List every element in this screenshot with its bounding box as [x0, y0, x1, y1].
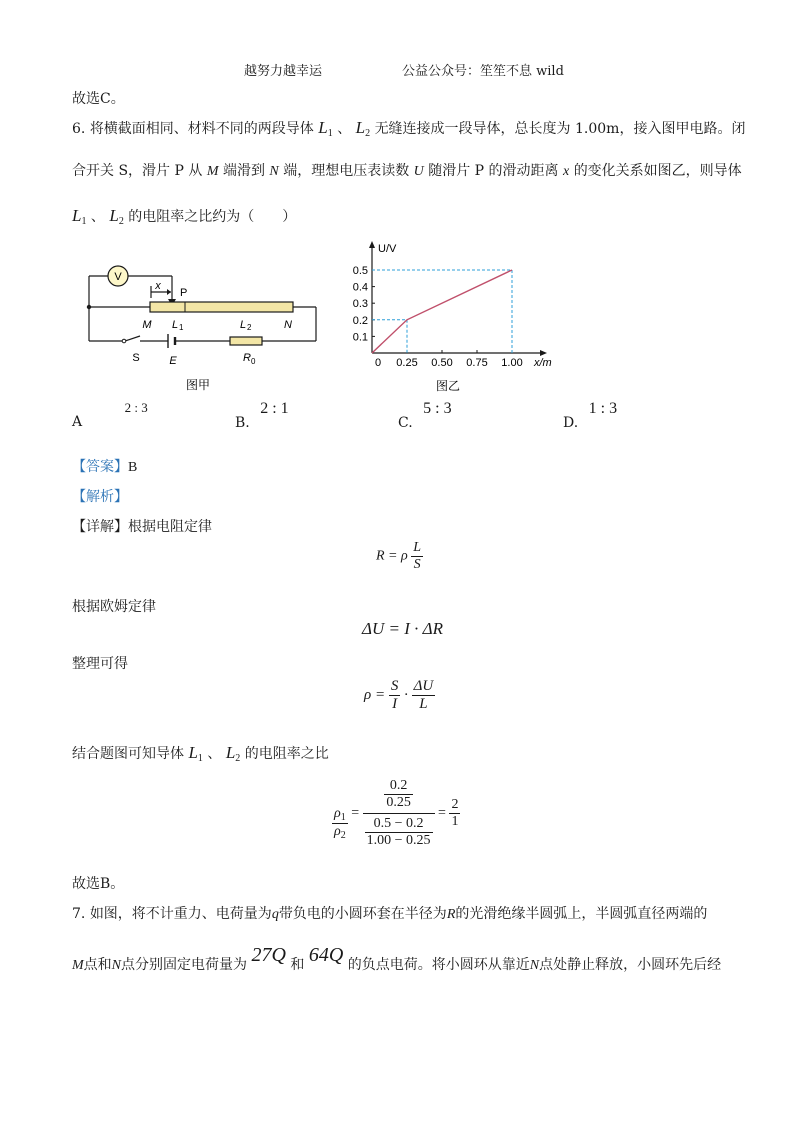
q7-line2: M点和N点分别固定电荷量为 27Q 和 64Q 的负点电荷。将小圆环从靠近N点处静止释放，小圆环先后经 — [72, 944, 722, 973]
q7-line1: 7. 如图，将不计重力、电荷量为q带负电的小圆环套在半径为R的光滑绝缘半圆弧上，半圆弧直径两端的 — [72, 906, 708, 922]
svg-text:S: S — [132, 352, 140, 364]
formula-resistivity: ρ = $\frac{S}{I}$ · $\frac{\Delta U}{L}$ — [364, 678, 434, 712]
x-tick-label: 0.50 — [431, 357, 453, 369]
y-tick-label: 0.1 — [352, 331, 368, 344]
prev-conclusion: 故选C。 — [72, 91, 125, 107]
svg-text:V: V — [114, 271, 122, 283]
svg-text:M: M — [142, 319, 152, 331]
circuit-diagram — [80, 258, 330, 398]
detail-text2: 根据欧姆定律 — [72, 599, 156, 615]
formula-resistance-law: R = ρ $\frac{L}{S}$ — [376, 540, 422, 572]
option-d[interactable]: D. 1 : 3 — [563, 400, 618, 431]
svg-text:图甲: 图甲 — [185, 378, 211, 392]
svg-text:L: L — [172, 319, 179, 331]
origin-label: 0 — [375, 357, 382, 369]
conductor-bar — [150, 302, 293, 312]
svg-text:x: x — [155, 280, 161, 292]
q6-line1: 6. 将横截面相同、材料不同的两段导体 $L_1$ 、 $L_2$ 无缝连接成一段导体，总长度为 1.00m，接入图甲电路。闭 — [72, 118, 746, 139]
option-b[interactable]: B. 2 : 1 — [235, 400, 289, 431]
u-x-chart — [340, 238, 570, 398]
header-left: 越努力越幸运 — [244, 64, 323, 79]
header-right: 公益公众号：笙笙不息 wild — [402, 64, 564, 79]
option-c[interactable]: C. 5 : 3 — [398, 400, 452, 431]
y-tick-label: 0.5 — [352, 265, 368, 277]
detail-text4: 结合题图可知导体 $L_1$ 、 $L_2$ 的电阻率之比 — [72, 743, 329, 764]
y-tick-label: 0.3 — [352, 298, 368, 311]
answer: 【答案】B — [72, 459, 138, 475]
detail-line: 【详解】根据电阻定律 — [72, 519, 212, 535]
svg-text:E: E — [169, 355, 177, 367]
y-tick-label: 0.4 — [352, 281, 368, 294]
y-axis-label: U/V — [378, 243, 397, 255]
x-axis-label: x/m — [534, 357, 552, 369]
x-tick-label: 0.25 — [396, 357, 418, 369]
x-tick-label: 1.00 — [501, 357, 523, 369]
resistor-r0 — [230, 337, 262, 345]
analysis-label: 【解析】 — [72, 489, 128, 505]
detail-conclusion: 故选B。 — [72, 876, 125, 892]
formula-ohm: ΔU = I · ΔR — [362, 619, 443, 638]
formula-ratio: $\frac{\rho_1}{\rho_2}$ = $\frac{\frac{0.2}{0.25}}{\frac{0.5 - 0.2}{1.00 - 0.25}}$ = $\frac{2}{1}$ — [334, 778, 459, 848]
svg-text:R: R — [243, 352, 251, 364]
u-x-series-line — [372, 270, 512, 353]
x-tick-label: 0.75 — [466, 357, 488, 369]
svg-text:2: 2 — [247, 323, 252, 332]
option-a[interactable]: A 2 : 3 — [72, 400, 148, 430]
svg-text:L: L — [240, 319, 247, 331]
chart-caption: 图乙 — [435, 379, 461, 393]
q6-line3: $L_1$ 、 $L_2$ 的电阻率之比约为（ ） — [72, 206, 297, 227]
y-tick-label: 0.2 — [352, 314, 368, 327]
q6-line2: 合开关 S，滑片 P 从 M 端滑到 N 端，理想电压表读数 U 随滑片 P 的滑动距离 x 的变化关系如图乙，则导体 — [72, 163, 742, 179]
svg-text:1: 1 — [179, 323, 184, 332]
svg-text:N: N — [284, 319, 292, 331]
svg-text:0: 0 — [251, 357, 256, 366]
svg-text:P: P — [180, 287, 188, 299]
detail-text3: 整理可得 — [72, 656, 128, 672]
